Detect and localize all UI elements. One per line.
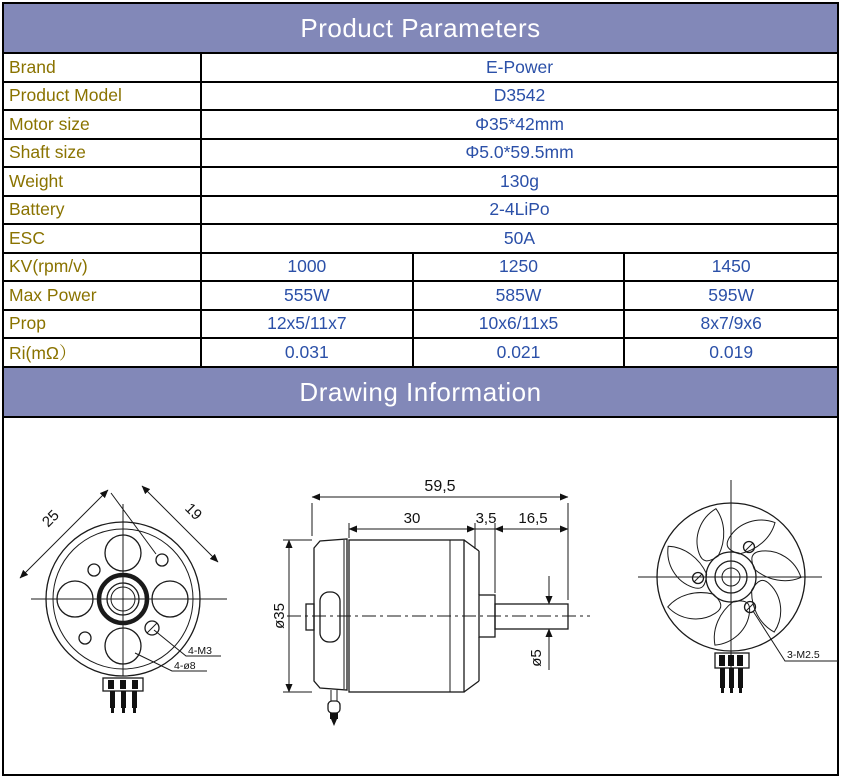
dim-dia-5-label: ø5 xyxy=(528,648,545,667)
row-value: 10x6/11x5 xyxy=(414,311,626,338)
rear-connector xyxy=(715,653,749,693)
row-value: 1000 xyxy=(202,254,414,281)
row-label: Motor size xyxy=(4,111,202,138)
table-row xyxy=(4,54,837,83)
product-parameters-header xyxy=(4,4,837,54)
dim-16-5-label: 16,5 xyxy=(518,509,548,527)
front-connector xyxy=(103,678,143,713)
dim-59-5-label: 59,5 xyxy=(424,477,456,495)
dim-3-5-label: 3,5 xyxy=(475,509,497,527)
row-value: D3542 xyxy=(493,85,546,106)
dim-dia-35-label: ø35 xyxy=(271,602,288,629)
note-4-o8: 4-ø8 xyxy=(174,659,196,672)
row-value: 0.021 xyxy=(414,339,626,366)
front-view xyxy=(20,486,227,713)
side-connector xyxy=(328,690,340,726)
drawing-panel xyxy=(4,418,837,774)
table-row xyxy=(4,311,837,340)
row-value: 130g xyxy=(500,170,539,191)
row-label: Product Model xyxy=(4,83,202,110)
product-parameters-title: Product Parameters xyxy=(300,13,541,43)
table-row xyxy=(4,339,837,368)
row-label: Weight xyxy=(4,168,202,195)
table-row xyxy=(4,168,837,197)
note-4-m3: 4-M3 xyxy=(188,644,212,657)
row-label: Battery xyxy=(4,197,202,224)
dim-19-label: 19 xyxy=(181,499,206,524)
row-value: 555W xyxy=(202,282,414,309)
row-value: 50A xyxy=(503,227,536,248)
drawing-information-header xyxy=(4,368,837,418)
table-row xyxy=(4,197,837,226)
row-value: E-Power xyxy=(485,56,554,77)
row-value: 0.031 xyxy=(202,339,414,366)
row-value: 1450 xyxy=(711,256,751,277)
row-label: Shaft size xyxy=(4,140,202,167)
row-value: 8x7/9x6 xyxy=(700,313,762,334)
table-row xyxy=(4,282,837,311)
note-3-m25: 3-M2.5 xyxy=(787,648,820,661)
row-label: Prop xyxy=(4,311,202,338)
row-value: 1250 xyxy=(414,254,626,281)
row-value: 595W xyxy=(708,284,755,305)
row-value: 12x5/11x7 xyxy=(202,311,414,338)
row-value: 0.019 xyxy=(709,341,754,362)
row-label: Ri(mΩ） xyxy=(4,339,202,366)
row-label: ESC xyxy=(4,225,202,252)
row-value: 585W xyxy=(414,282,626,309)
table-row xyxy=(4,111,837,140)
row-label: KV(rpm/v) xyxy=(4,254,202,281)
product-parameters-table xyxy=(4,54,837,368)
side-view xyxy=(271,478,590,726)
row-label: Brand xyxy=(4,54,202,81)
rear-view xyxy=(638,480,838,693)
row-value: Φ5.0*59.5mm xyxy=(465,142,574,163)
table-row xyxy=(4,140,837,169)
row-label: Max Power xyxy=(4,282,202,309)
row-value: 2-4LiPo xyxy=(489,199,550,220)
dim-30-label: 30 xyxy=(403,509,421,527)
motor-technical-drawing xyxy=(4,418,841,774)
table-row xyxy=(4,254,837,283)
row-value: Φ35*42mm xyxy=(475,113,564,134)
table-row xyxy=(4,225,837,254)
table-row xyxy=(4,83,837,112)
drawing-information-title: Drawing Information xyxy=(299,376,542,407)
dim-25-label: 25 xyxy=(38,506,63,531)
